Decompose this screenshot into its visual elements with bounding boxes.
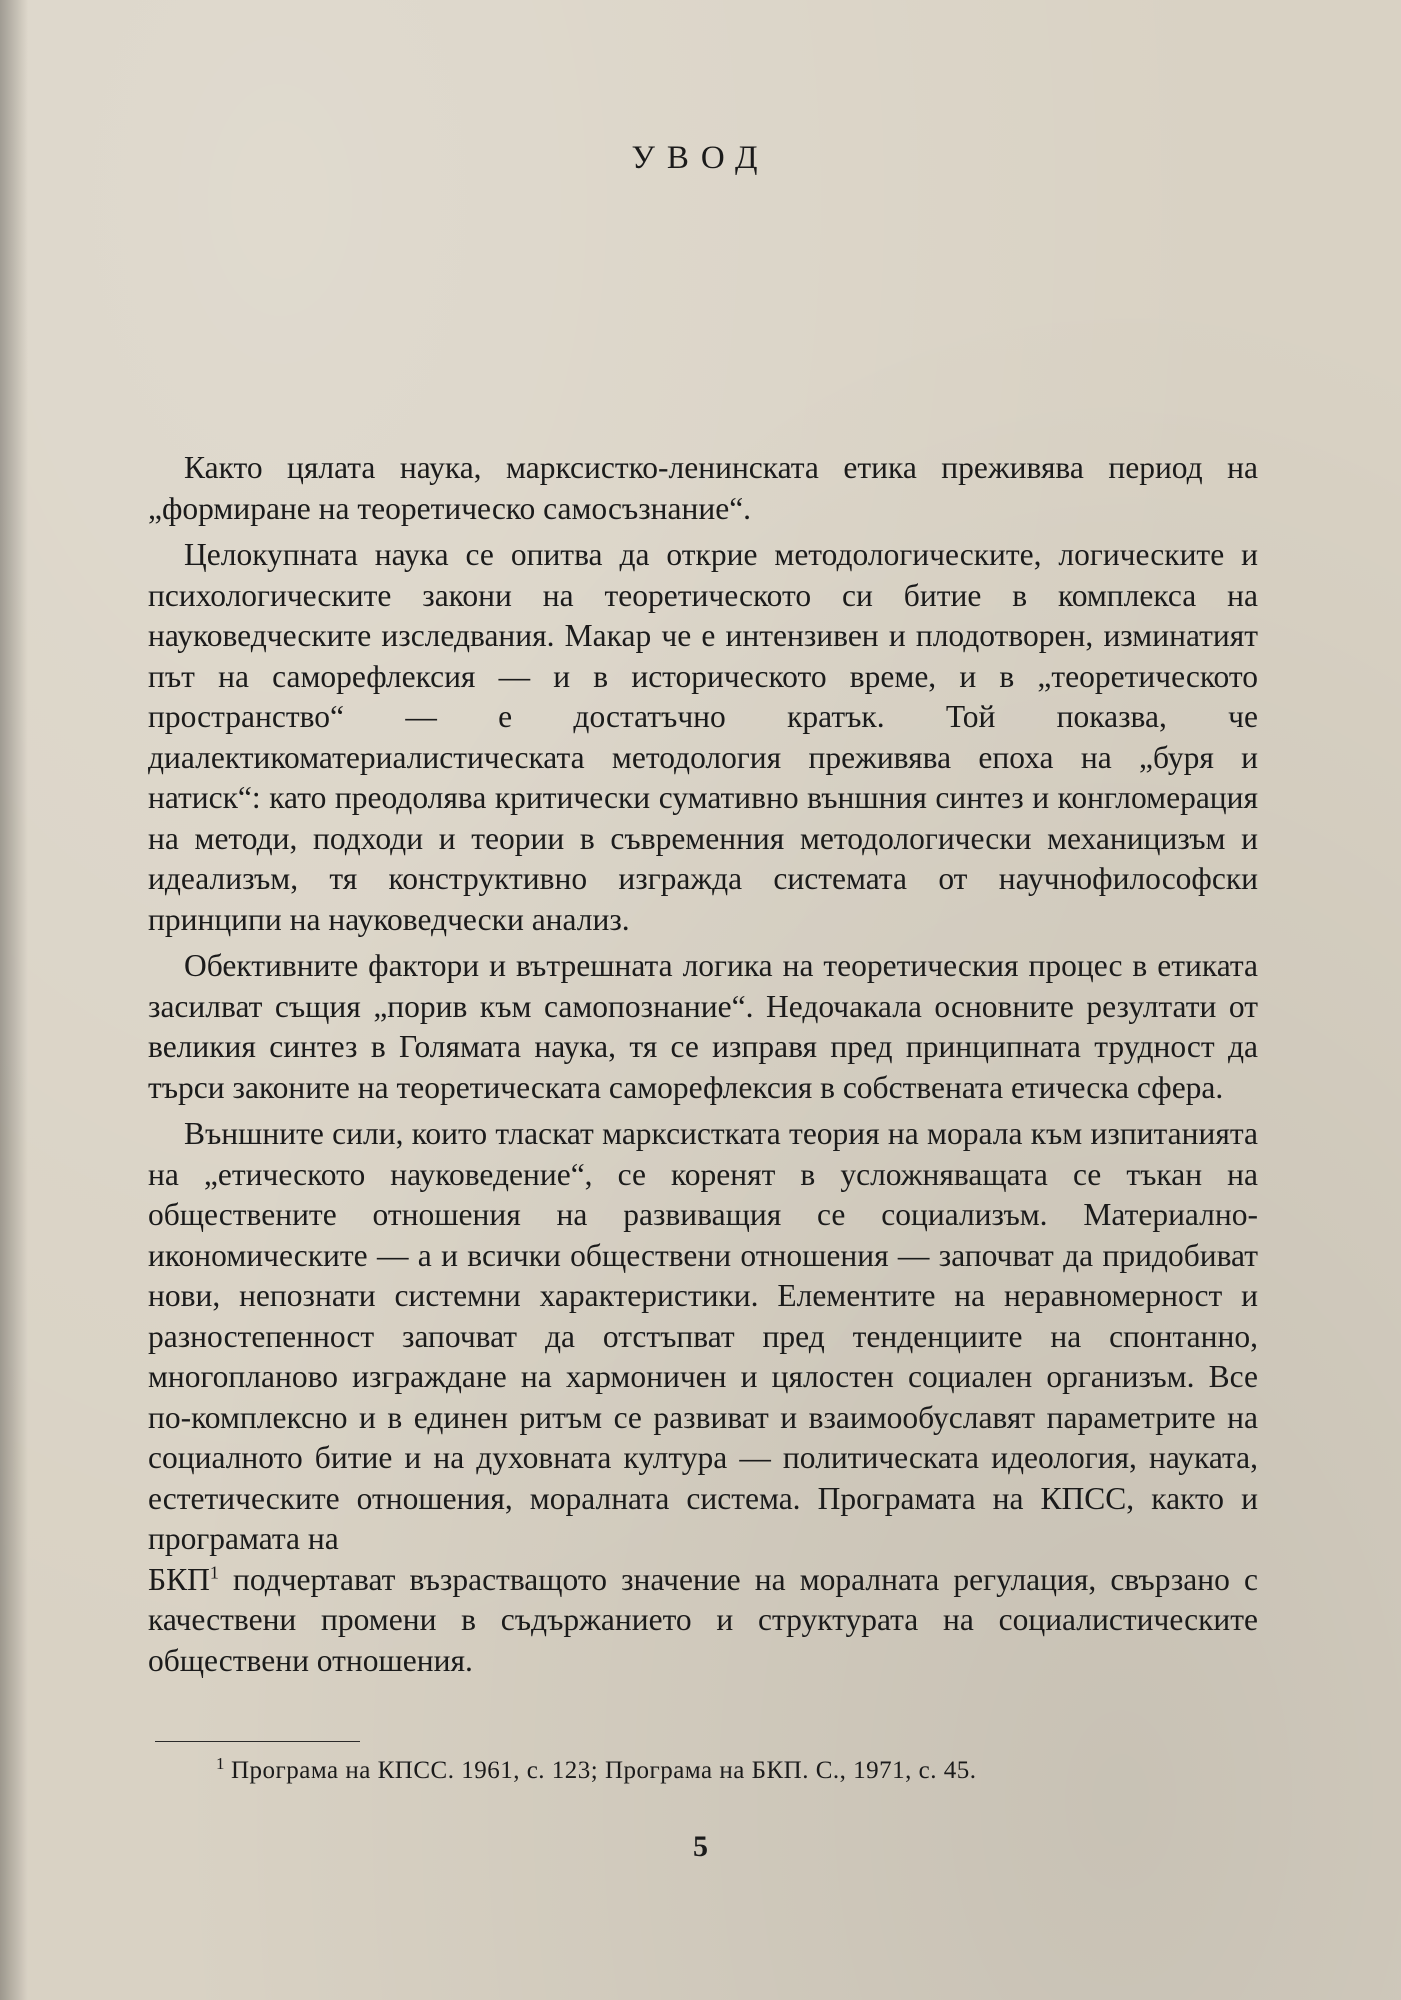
paragraph-continuation bbox=[148, 1560, 1258, 1682]
footnote-text: Програма на КПСС. 1961, с. 123; Програма на БКП. С., 1971, с. 45. bbox=[231, 1757, 977, 1784]
footnote bbox=[216, 1755, 1276, 1787]
paragraph: Външните сили, които тласкат марксистката теория на морала към изпитанията на „етическото науковедение“, се коренят в усложняващата се тъкан на обществените отношения на развиващия се социализъм. Материално-икономическите — а и всички обществени отношения — започват да придобиват нови, непознати системни характеристики. Елементите на неравномерност и разностепенност започват да отстъпват пред тенденциите на спонтанно, многопланово изграждане на хармоничен и цялостен социален организъм. Все по-комплексно и в единен ритъм се развиват и взаимообуславят параметрите на социалното битие и на духовната култура — политическата идеология, науката, естетическите отношения, моралната система. Програмата на КПСС, както и програмата на bbox=[148, 1116, 1258, 1556]
paragraph: Обективните фактори и вътрешната логика на теоретическия процес в етиката засилват същия „порив към самопознание“. Недочакала основните резултати от великия синтез в Голямата наука, тя се изправя пред принципната трудност да търси законите на теоретическата саморефлексия в собствената етическа сфера. bbox=[148, 948, 1258, 1105]
footnote-divider bbox=[155, 1741, 360, 1742]
chapter-heading: УВОД bbox=[631, 140, 770, 176]
paragraph-text: БКП bbox=[148, 1561, 210, 1597]
footnote-reference: 1 bbox=[209, 1562, 219, 1582]
body-text bbox=[148, 448, 1258, 1687]
paragraph: Целокупната наука се опитва да открие методологическите, логическите и психологическите закони на теоретическото си битие в комплекса на науковедческите изследвания. Макар че е интензивен и плодотворен, изминатият път на саморефлексия — и в историческото време, и в „теоретическото пространство“ — е достатъчно кратък. Той показва, че диалектикоматериалистическата методология преживява епоха на „буря и натиск“: като преодолява критически сумативно външния синтез и конгломерация на методи, подходи и теории в съвременния методологически механицизъм и идеализъм, тя конструктивно изгражда системата от научнофилософски принципи на науковедчески анализ. bbox=[148, 537, 1258, 937]
paragraph: Както цялата наука, марксистко-ленинската етика преживява период на „формиране на теоретическо самосъзнание“. bbox=[148, 450, 1258, 526]
page-edge-shadow bbox=[0, 0, 28, 2000]
footnote-mark: 1 bbox=[216, 1753, 225, 1773]
paragraph-text: подчертават възрастващото значение на моралната регулация, свързано с качествени промени в съдържанието и структурата на социалистическите обществени отношения. bbox=[148, 1561, 1258, 1678]
page-number: 5 bbox=[693, 1830, 708, 1863]
